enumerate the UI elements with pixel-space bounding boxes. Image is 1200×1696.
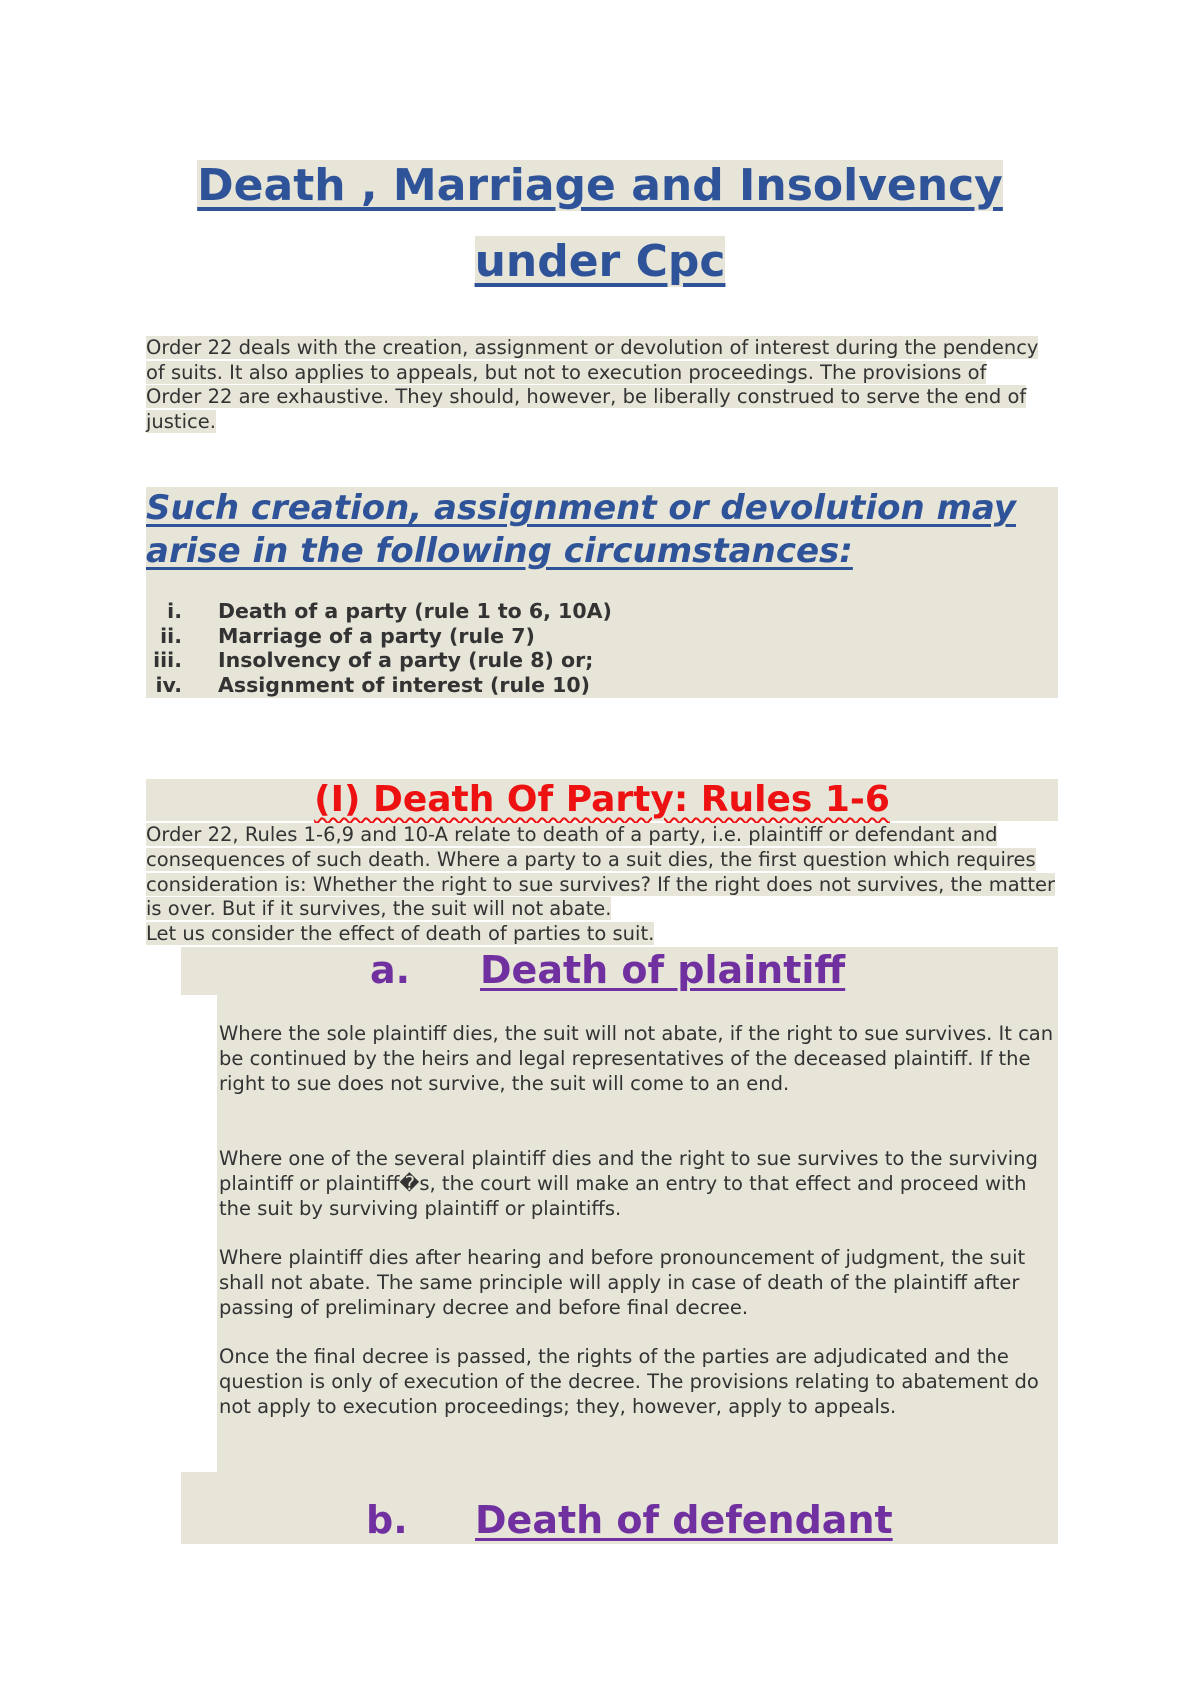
death-of-party-heading: (I) Death Of Party: Rules 1-6	[314, 779, 890, 820]
plaintiff-paragraph-1: Where the sole plaintiff dies, the suit will not abate, if the right to sue survives. It can be continued by the heirs and legal representatives of the deceased plaintiff. If the right to sue does not survive, the suit will come to an end.	[219, 1022, 1054, 1095]
list-item	[146, 624, 612, 649]
intro-text: Order 22 deals with the creation, assignment or devolution of interest during the pendency of suits. It also applies to appeals, but not to execution proceedings. The provisions of Order 22 are exhaustive. They should, however, be liberally construed to serve the end of justice.	[146, 336, 1039, 433]
title-line-1: Death , Marriage and Insolvency	[197, 160, 1003, 211]
death-of-party-paragraph	[146, 823, 1058, 947]
circumstances-list	[146, 599, 612, 698]
list-text: Assignment of interest (rule 10)	[218, 673, 591, 698]
plaintiff-paragraph-2: Where one of the several plaintiff dies and the right to sue survives to the surviving plaintiff or plaintiff�s, the court will make an entry to that effect and proceed with the suit by surviving plaintiff or plaintiffs.	[219, 1147, 1038, 1220]
list-number: iii.	[153, 648, 182, 673]
section-a-letter: a.	[370, 948, 411, 992]
list-number: i.	[167, 599, 182, 623]
death-of-plaintiff-heading	[0, 947, 1200, 995]
plaintiff-paragraph-3: Where plaintiff dies after hearing and before pronouncement of judgment, the suit shall not abate. The same principle will apply in case of death of the plaintiff after passing of preliminary decree and before final decree.	[219, 1246, 1026, 1319]
circumstances-heading: Such creation, assignment or devolution may arise in the following circumstances:	[146, 488, 1016, 571]
section-a-title: Death of plaintiff	[480, 948, 846, 992]
list-item	[146, 648, 612, 673]
list-text: Death of a party (rule 1 to 6, 10A)	[218, 599, 612, 623]
death-of-defendant-heading	[0, 1497, 1200, 1545]
list-item	[146, 599, 612, 624]
list-text: Marriage of a party (rule 7)	[218, 623, 535, 648]
list-number: iv.	[155, 673, 182, 698]
list-number: ii.	[160, 623, 182, 648]
intro-paragraph	[146, 336, 1046, 434]
plaintiff-paragraph-4: Once the final decree is passed, the rights of the parties are adjudicated and the question is only of execution of the decree. The provisions relating to abatement do not apply to execution proceedings; they, however, apply to appeals.	[219, 1345, 1039, 1418]
list-text: Insolvency of a party (rule 8) or;	[218, 648, 594, 673]
title-line-2: under Cpc	[474, 236, 726, 287]
page-title	[120, 148, 1080, 300]
death-para-text-2: Let us consider the effect of death of parties to suit.	[146, 922, 655, 946]
section-b-letter: b.	[366, 1498, 408, 1542]
section-b-title: Death of defendant	[475, 1498, 893, 1542]
death-para-text: Order 22, Rules 1-6,9 and 10-A relate to death of a party, i.e. plaintiff or defendant and consequences of such death. Where a party to a suit dies, the first question which requires consideration is: Whether the right to sue survives? If the right does not survives, the matter is over. But if it survives, the suit will not abate.	[146, 823, 1055, 921]
list-item	[146, 673, 612, 698]
